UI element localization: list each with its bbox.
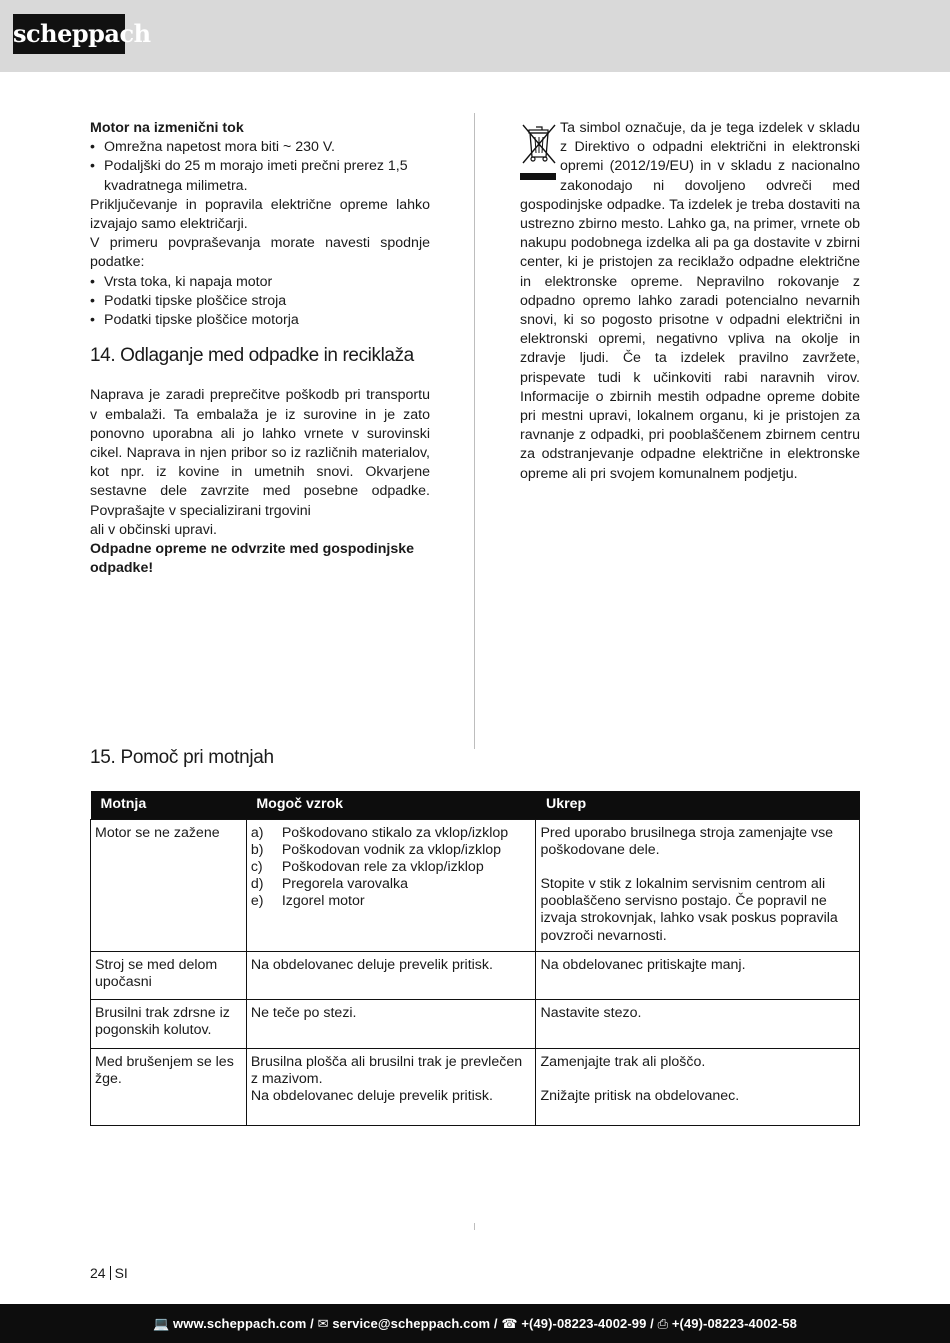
table-header-row	[91, 791, 860, 819]
paragraph-disposal-main: Naprava je zaradi preprečitve poškodb pri transportu v embalaži. Ta embalaža je iz surovine in je zato ponovno uporabna ali jo lahko vrnete v surovinski cikel. Naprava in njen pribor so iz različnih materialov, kot npr. iz kovine in umetnih snovi. Okvarjene sestavne dele zavrzite med posebne odpadke. Povprašajte v specializirani trgovini	[90, 387, 430, 519]
weee-paragraph: Ta simbol označuje, da je tega izdelek v skladu z Direktivo o odpadni električni in elektronski opremi (2012/19/EU) in v skladu z nacionalno zakonodajo ni dovoljeno odvreči med gospodinjske odpadke. Ta izdelek je treba dostaviti na ustrezno zbirno mesto. Lahko ga, na primer, vrnete ob nakupu podobnega izdelka ali pa ga dostavite v zbirni center, ki je pristojen za reciklažo odpadne električne in elektronske opreme. Nepravilno rokovanje z odpadno opremo lahko zaradi potencialno nevarnih snovi, ki so pogosto prisotne v odpadni električni in elektronski opremi, negativno vpliva na okolje in zdravje ljudi. Če ta izdelek pravilno zavržete, prispevate tudi k učinkoviti rabi naravnih virov. Informacije o zbirnih mestih odpadne opreme dobite pri mestni upravi, lokalnem organu, ki je pristojen za ravnanje z odpadki, pri pooblaščenem zbirnem centru za odstranjevanje odpadne električne in elektronske opreme ali pri svojem komunalnem podjetju.	[520, 120, 860, 482]
remedy-text: Zamenjajte trak ali ploščo.	[540, 1053, 706, 1070]
page-language: SI	[114, 1265, 128, 1281]
footer-bar	[0, 1304, 950, 1343]
list-marker: a)	[250, 824, 264, 841]
paragraph-disposal-tail: ali v občinski upravi.	[90, 521, 217, 538]
list-text: Izgorel motor	[281, 893, 365, 910]
list-marker: b)	[250, 841, 264, 858]
list-item	[251, 876, 532, 893]
fault-cell: Med brušenjem se les žge.	[91, 1048, 247, 1125]
header-remedy: Ukrep	[536, 791, 860, 819]
scheppach-logo: scheppach	[13, 14, 125, 54]
list-item	[251, 825, 532, 842]
remedy-cell	[536, 819, 860, 951]
remedy-text: Pred uporabo brusilnega stroja zamenjajte vse poškodovane dele.	[540, 824, 834, 858]
footer-email[interactable]: service@scheppach.com /	[332, 1316, 498, 1331]
list-item	[251, 842, 532, 859]
fault-cell: Brusilni trak zdrsne iz pogonskih kolutov.	[91, 999, 247, 1048]
footer-phone: +(49)-08223-4002-99 /	[521, 1316, 654, 1331]
list-marker: d)	[250, 876, 264, 893]
bullet-item: • Vrsta toka, ki napaja motor	[90, 273, 430, 292]
header-fault: Motnja	[91, 791, 247, 819]
list-text: Poškodovan rele za vklop/izklop	[281, 858, 484, 875]
footer-fax: +(49)-08223-4002-58	[671, 1316, 797, 1331]
cause-cell: Ne teče po stezi.	[246, 999, 536, 1048]
phone-icon: ☎	[501, 1316, 518, 1331]
page-number-divider	[110, 1266, 111, 1280]
column-divider	[474, 113, 475, 749]
section-15-title: 15. Pomoč pri motnjah	[90, 747, 274, 768]
bullet-continuation: kvadratnega milimetra.	[104, 177, 248, 194]
paragraph-disposal	[90, 386, 430, 540]
paragraph-electricians: Priključevanje in popravila električne opreme lahko izvajajo samo električarji.	[90, 196, 430, 233]
table-row	[91, 1048, 860, 1125]
paragraph-inquiry: V primeru povpraševanja morate navesti spodnje podatke:	[90, 235, 430, 271]
remedy-cell: Nastavite stezo.	[536, 999, 860, 1048]
list-marker: e)	[250, 893, 264, 910]
bullet-item: • Podatki tipske ploščice motorja	[90, 311, 430, 330]
remedy-text: Stopite v stik z lokalnim servisnim centrom ali pooblaščeno servisno postajo. Če popravil ne izvaja strokovnjak, lahko vsak poskus popravila povzroči nevarnosti.	[540, 875, 838, 944]
section-14-title: 14. Odlaganje med odpadke in reciklaža	[90, 345, 414, 367]
table-row	[91, 999, 860, 1048]
cause-text: Na obdelovanec deluje prevelik pritisk.	[250, 1088, 493, 1105]
cause-cell	[246, 1048, 536, 1125]
list-text: Poškodovano stikalo za vklop/izklop	[281, 824, 509, 841]
fault-cell: Motor se ne zažene	[91, 819, 247, 951]
cause-cell	[246, 819, 536, 951]
remedy-cell: Na obdelovanec pritiskajte manj.	[536, 951, 860, 999]
fault-cell: Stroj se med delom upočasni	[91, 951, 247, 999]
remedy-cell	[536, 1048, 860, 1125]
list-item	[251, 859, 532, 876]
laptop-icon: 💻	[153, 1316, 170, 1331]
cause-cell: Na obdelovanec deluje prevelik pritisk.	[246, 951, 536, 999]
motor-heading: Motor na izmenični tok	[90, 120, 244, 136]
page-number	[90, 1265, 128, 1281]
list-item	[251, 893, 532, 910]
cause-text: Brusilna plošča ali brusilni trak je prevlečen z mazivom.	[250, 1053, 523, 1087]
list-text: Poškodovan vodnik za vklop/izklop	[281, 841, 502, 858]
mail-icon: ✉	[317, 1316, 329, 1331]
right-column	[520, 119, 860, 484]
footer-website[interactable]: www.scheppach.com /	[173, 1316, 314, 1331]
table-row	[91, 951, 860, 999]
remedy-text: Znižajte pritisk na obdelovanec.	[540, 1087, 740, 1104]
fax-icon: ⎙	[657, 1316, 669, 1331]
bullet-item: • Podatki tipske ploščice stroja	[90, 292, 430, 311]
center-tick	[474, 1223, 475, 1230]
disposal-warning: Odpadne opreme ne odvrzite med gospodinjske odpadke!	[90, 541, 415, 577]
crossed-bin-icon	[520, 121, 558, 181]
page-number-value: 24	[90, 1265, 106, 1281]
list-text: Pregorela varovalka	[281, 876, 409, 893]
list-marker: c)	[250, 858, 263, 875]
header-cause: Mogoč vzrok	[246, 791, 536, 819]
bullet-item: • Omrežna napetost mora biti ~ 230 V.	[90, 138, 430, 157]
cause-list	[251, 825, 532, 911]
bullet-item: • Podaljški do 25 m morajo imeti prečni prerez 1,5	[90, 157, 430, 176]
troubleshooting-table	[90, 791, 860, 1126]
left-column	[90, 119, 430, 578]
table-row	[91, 819, 860, 951]
